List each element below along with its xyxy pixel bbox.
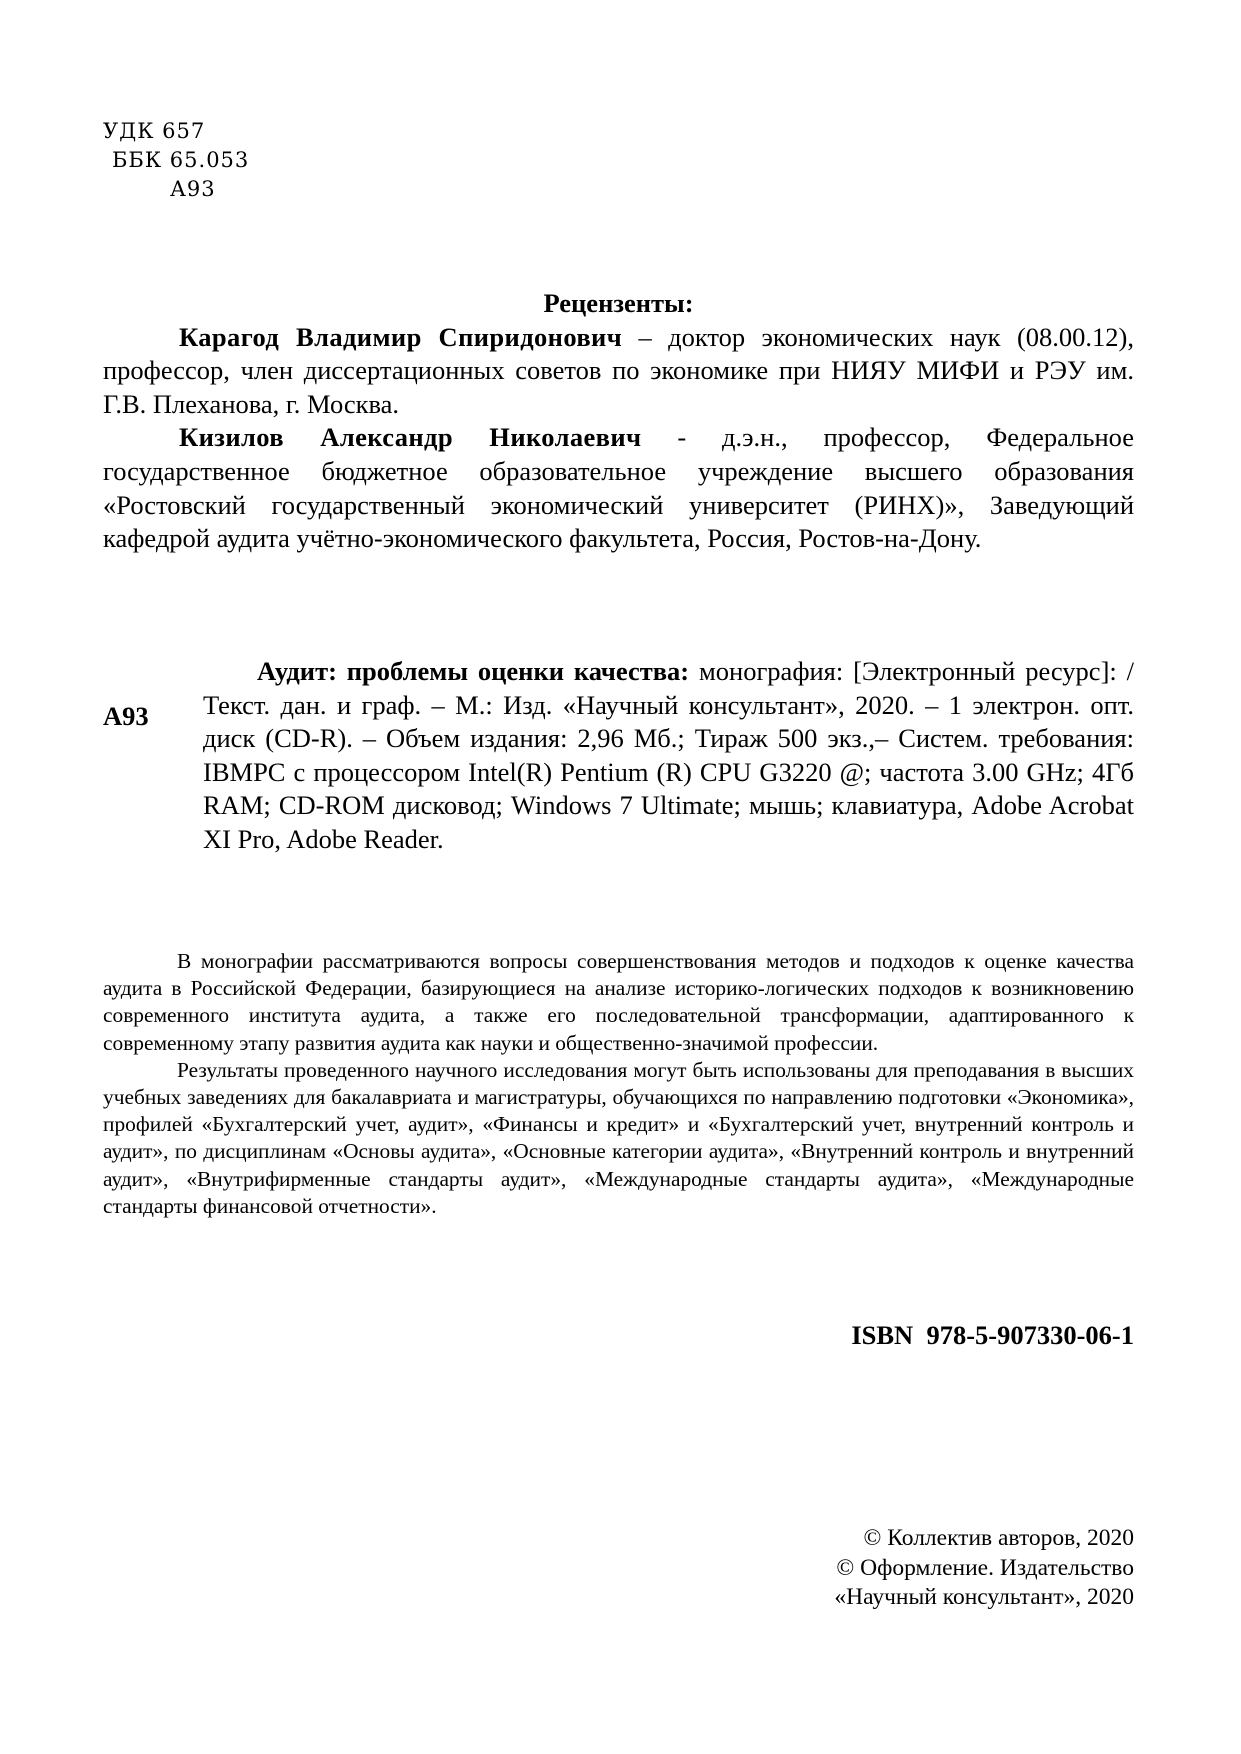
- reviewer-entry: [103, 421, 1134, 555]
- udk-code: УДК 657: [103, 119, 206, 143]
- abstract: [103, 948, 1134, 1220]
- copyright-line: © Коллектив авторов, 2020: [863, 1525, 1134, 1551]
- abstract-paragraph: Результаты проведенного научного исследования могут быть использованы для преподавания в высших учебных заведениях для бакалавриата и магистратуры, обучающихся по направлению подготовки «Экономика», профилей «Бухгалтерский учет, аудит», «Финансы и кредит» и «Бухгалтерский учет, внутренний контроль и аудит», по дисциплинам «Основы аудита», «Основные категории аудита», «Внутренний контроль и внутренний аудит», «Внутрифирменные стандарты аудит», «Международные стандарты аудита», «Международные стандарты финансовой отчетности».: [103, 1057, 1134, 1218]
- book-title: Аудит: проблемы оценки качества:: [257, 656, 690, 686]
- copyright-line: © Оформление. Издательство: [836, 1554, 1134, 1581]
- copyright-block: [834, 1524, 1134, 1613]
- bibliographic-record: [103, 655, 1134, 857]
- reviewer-name: Карагод Владимир Спиридонович: [179, 321, 623, 352]
- bibliographic-description: [203, 655, 1134, 857]
- reviewers-section: [103, 287, 1134, 556]
- bbk-code: ББК 65.053: [112, 148, 250, 172]
- reviewer-entry: [103, 321, 1134, 422]
- reviewer-name: Кизилов Александр Николаевич: [179, 422, 642, 453]
- bibliographic-mark: А93: [103, 701, 149, 731]
- isbn: ISBN 978-5-907330-06-1: [851, 1320, 1134, 1350]
- author-mark: А93: [170, 177, 216, 201]
- copyright-line: «Научный консультант», 2020: [834, 1584, 1134, 1610]
- reviewer-details: - д.э.н., профессор, Федеральное государственное бюджетное образовательное учреждение высшего образования «Ростовский государственный экономический университет (РИНХ)», Заведующий кафедрой аудита учётно-экономического факультета, Россия, Ростов-на-Дону.: [103, 422, 1134, 554]
- book-description: монография: [Электронный ресурс]: / Текст. дан. и граф. – М.: Изд. «Научный консультант», 2020. – 1 электрон. опт. диск (CD-R). – Объем издания: 2,96 Мб.; Тираж 500 экз.,– Систем. требования: IBMPC с процессором Intel(R) Pentium (R) CPU G3220 @; частота 3.00 GHz; 4Гб RAM; CD-ROM дисковод; Windows 7 Ultimate; мышь; клавиатура, Adobe Acrobat XI Pro, Adobe Reader.: [203, 656, 1134, 854]
- abstract-paragraph: В монографии рассматриваются вопросы совершенствования методов и подходов к оценке качества аудита в Российской Федерации, базирующиеся на анализе историко-логических подходов к возникновению современного института аудита, а также его последовательной трансформации, адаптированного к современному этапу развития аудита как науки и общественно-значимой профессии.: [103, 949, 1134, 1055]
- classification-codes: [103, 117, 249, 204]
- reviewer-details: – доктор экономических наук (08.00.12), профессор, член диссертационных советов по экономике при НИЯУ МИФИ и РЭУ им. Г.В. Плеханова, г. Москва.: [103, 321, 1134, 419]
- reviewers-heading: Рецензенты:: [543, 288, 694, 318]
